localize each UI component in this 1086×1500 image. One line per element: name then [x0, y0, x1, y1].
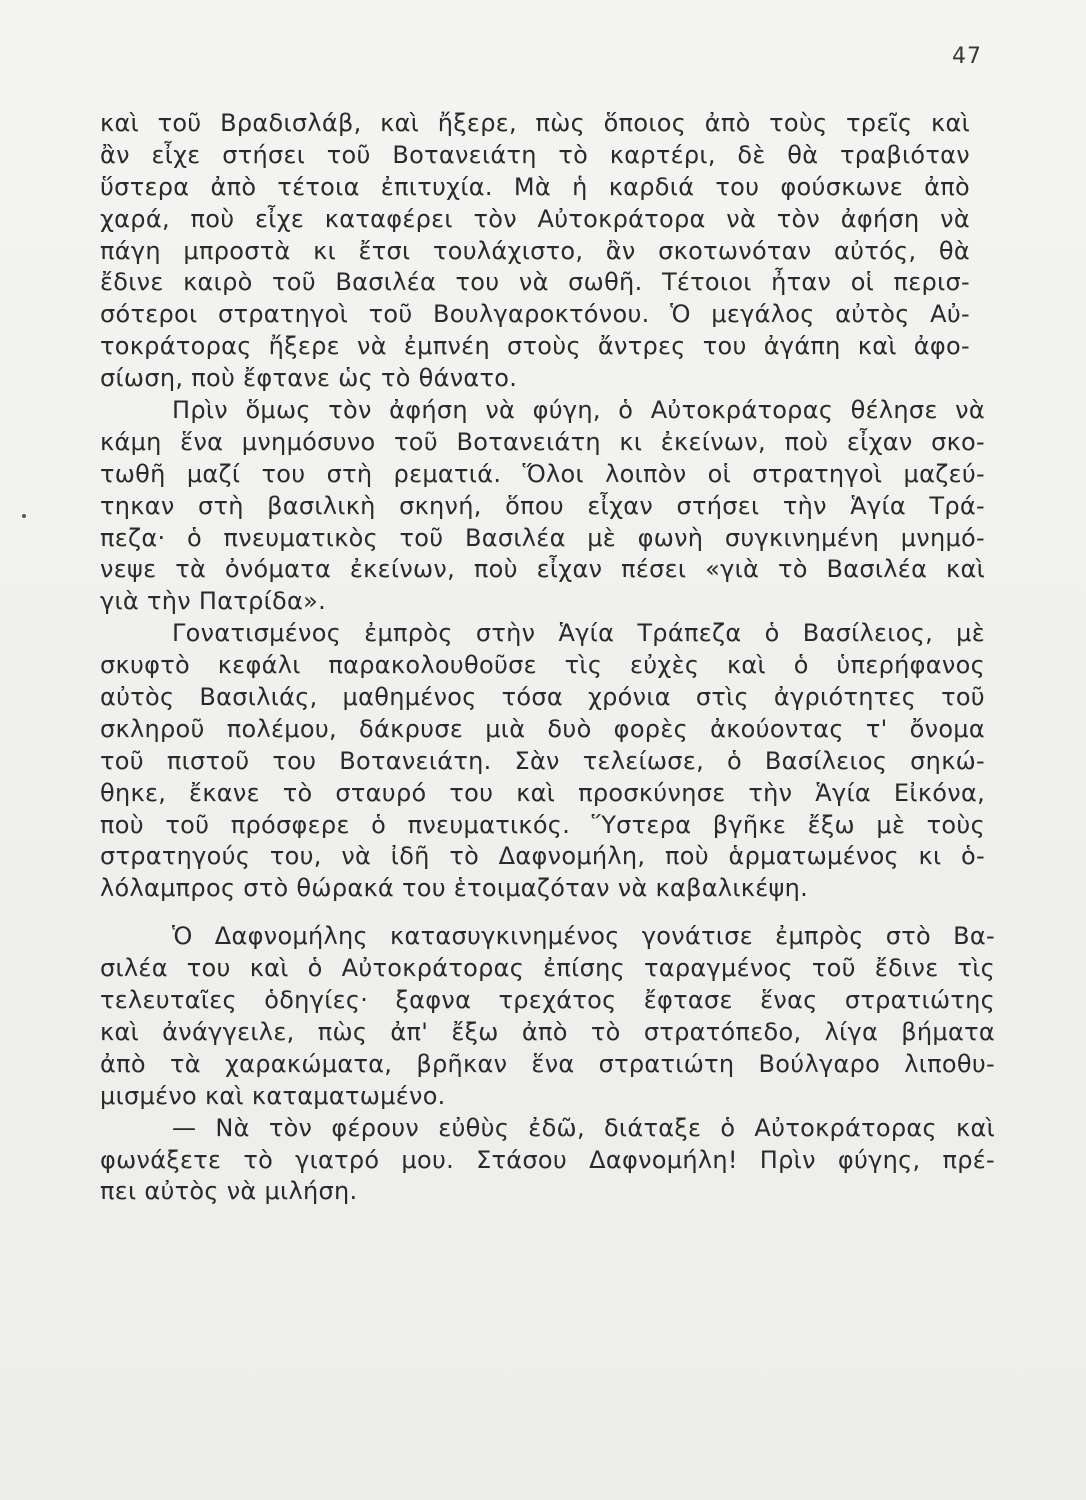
- text-line: κάμη ἕνα μνημόσυνο τοῦ Βοτανειάτη κι ἐκείνων, ποὺ εἶχαν σκο-: [100, 427, 985, 456]
- text-line: ἀπὸ τὰ χαρακώματα, βρῆκαν ἕνα στρατιώτη Βούλγαρο λιποθυ-: [100, 1049, 995, 1078]
- text-line: σκυφτὸ κεφάλι παρακολουθοῦσε τὶς εὐχὲς καὶ ὁ ὑπερήφανος: [100, 651, 985, 680]
- text-line: Ὁ Δαφνομήλης κατασυγκινημένος γονάτισε ἐμπρὸς στὸ Βα-: [172, 922, 995, 951]
- paragraph-4: [100, 921, 1000, 1112]
- text-line: σίωση, ποὺ ἔφτανε ὡς τὸ θάνατο.: [100, 364, 518, 393]
- body-text: [100, 108, 1000, 1208]
- text-line: ἂν εἶχε στήσει τοῦ Βοτανειάτη τὸ καρτέρι, δὲ θὰ τραβιόταν: [100, 140, 970, 169]
- text-line: τοῦ πιστοῦ του Βοτανειάτη. Σὰν τελείωσε, ὁ Βασίλειος σηκώ-: [100, 746, 985, 775]
- text-line: τωθῆ μαζί του στὴ ρεματιά. Ὅλοι λοιπὸν οἱ στρατηγοὶ μαζεύ-: [100, 459, 985, 488]
- stray-ink-dot: [22, 514, 26, 518]
- text-line: λόλαμπρος στὸ θώρακά του ἑτοιμαζόταν νὰ καβαλικέψη.: [100, 874, 809, 903]
- text-line: σότεροι στρατηγοὶ τοῦ Βουλγαροκτόνου. Ὁ μεγάλος αὐτὸς Αὐ-: [100, 300, 970, 329]
- text-line: καὶ ἀνάγγειλε, πὼς ἀπ' ἔξω ἀπὸ τὸ στρατόπεδο, λίγα βήματα: [100, 1017, 995, 1046]
- text-line: ἔδινε καιρὸ τοῦ Βασιλέα του νὰ σωθῆ. Τέτοιοι ἦταν οἱ περισ-: [100, 268, 970, 297]
- text-line: στρατηγούς του, νὰ ἰδῆ τὸ Δαφνομήλη, ποὺ ἁρματωμένος κι ὁ-: [100, 842, 985, 871]
- text-line: πάγη μπροστὰ κι ἔτσι τουλάχιστο, ἂν σκοτωνόταν αὐτός, θὰ: [100, 236, 970, 265]
- text-line: χαρά, ποὺ εἶχε καταφέρει τὸν Αὐτοκράτορα νὰ τὸν ἀφήση νὰ: [100, 204, 970, 233]
- text-line: τοκράτορας ἤξερε νὰ ἐμπνέη στοὺς ἄντρες του ἀγάπη καὶ ἀφο-: [100, 332, 970, 361]
- text-line: τελευταῖες ὁδηγίες· ξαφνα τρεχάτος ἔφτασε ἕνας στρατιώτης: [100, 986, 995, 1015]
- text-line: σιλέα του καὶ ὁ Αὐτοκράτορας ἐπίσης ταραγμένος τοῦ ἔδινε τὶς: [100, 954, 995, 983]
- text-line: Γονατισμένος ἐμπρὸς στὴν Ἁγία Τράπεζα ὁ Βασίλειος, μὲ: [172, 619, 985, 648]
- text-line: ποὺ τοῦ πρόσφερε ὁ πνευματικός. Ὕστερα βγῆκε ἔξω μὲ τοὺς: [100, 810, 985, 839]
- text-line: φωνάξετε τὸ γιατρό μου. Στάσου Δαφνομήλη! Πρὶν φύγης, πρέ-: [100, 1145, 995, 1174]
- text-line: — Νὰ τὸν φέρουν εὐθὺς ἐδῶ, διάταξε ὁ Αὐτοκράτορας καὶ: [172, 1113, 995, 1142]
- text-line: γιὰ τὴν Πατρίδα».: [100, 587, 327, 616]
- paragraph-5: [100, 1113, 1000, 1209]
- paragraph-3: [100, 618, 1000, 905]
- text-line: θηκε, ἔκανε τὸ σταυρό του καὶ προσκύνησε τὴν Ἁγία Εἰκόνα,: [100, 778, 985, 807]
- text-line: σκληροῦ πολέμου, δάκρυσε μιὰ δυὸ φορὲς ἀκούοντας τ' ὄνομα: [100, 714, 985, 743]
- paragraph-1: [100, 108, 1000, 395]
- text-line: αὐτὸς Βασιλιάς, μαθημένος τόσα χρόνια στὶς ἀγριότητες τοῦ: [100, 683, 985, 712]
- text-line: ὕστερα ἀπὸ τέτοια ἐπιτυχία. Μὰ ἡ καρδιά του φούσκωνε ἀπὸ: [100, 172, 970, 201]
- page-number: 47: [952, 44, 982, 69]
- text-line: Πρὶν ὅμως τὸν ἀφήση νὰ φύγη, ὁ Αὐτοκράτορας θέλησε νὰ: [172, 396, 985, 425]
- text-line: νεψε τὰ ὀνόματα ἐκείνων, ποὺ εἶχαν πέσει «γιὰ τὸ Βασιλέα καὶ: [100, 555, 985, 584]
- text-line: τηκαν στὴ βασιλικὴ σκηνή, ὅπου εἶχαν στήσει τὴν Ἁγία Τρά-: [100, 491, 985, 520]
- paragraph-2: [100, 395, 1000, 618]
- text-line: πει αὐτὸς νὰ μιλήση.: [100, 1177, 358, 1206]
- text-line: πεζα· ὁ πνευματικὸς τοῦ Βασιλέα μὲ φωνὴ συγκινημένη μνημό-: [100, 523, 985, 552]
- paragraph-spacer: [100, 905, 1000, 921]
- text-line: καὶ τοῦ Βραδισλάβ, καὶ ἤξερε, πὼς ὅποιος ἀπὸ τοὺς τρεῖς καὶ: [100, 109, 970, 137]
- text-line: μισμένο καὶ καταματωμένο.: [100, 1081, 446, 1110]
